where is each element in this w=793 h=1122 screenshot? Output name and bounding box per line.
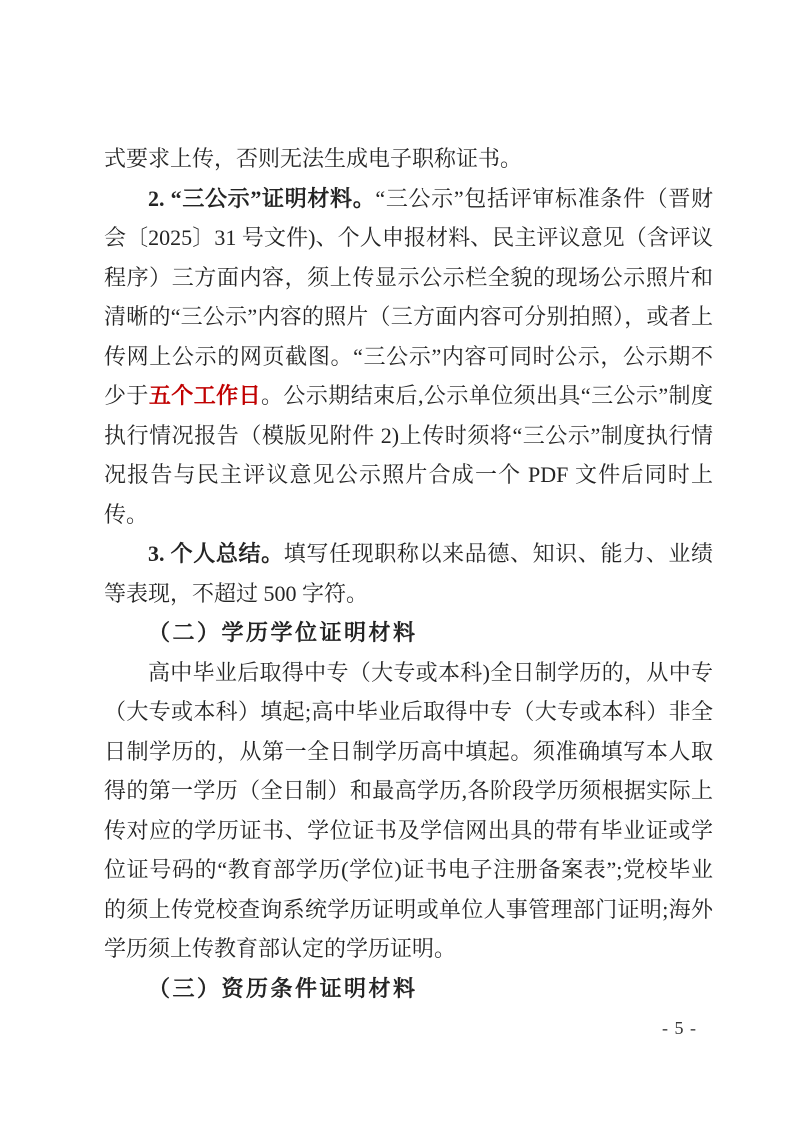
text-run: 式要求上传，否则无法生成电子职称证书。 — [104, 146, 523, 171]
text-run: “三公示”包括评审标准条件（晋财会〔2025〕31 号文件)、个人申报材料、民主评议意见（含评议程序）三方面内容，须上传显示公示栏全貌的现场公示照片和清晰的“三公示”内容的照片（三方面内容可分别拍照），或者上传网上公示的网页截图。“三公示”内容可同时公示，公示期不少于 — [104, 185, 713, 408]
text-run: 。公示期结束后,公示单位须出具“三公示”制度执行情况报告（模版见附件 2)上传时须将“三公示”制度执行情况报告与民主评议意见公示照片合成一个 PDF 文件后同时上传。 — [104, 383, 713, 527]
bold-text-run: 3. 个人总结。 — [148, 541, 284, 566]
paragraph — [104, 179, 713, 535]
paragraph — [104, 534, 713, 613]
bold-text-run: （二）学历学位证明材料 — [148, 620, 418, 645]
section-heading — [104, 969, 713, 1009]
section-heading — [104, 613, 713, 653]
paragraph — [104, 653, 713, 969]
paragraph — [104, 139, 713, 179]
page-number: - 5 - — [662, 1018, 697, 1038]
bold-text-run: 2. “三公示”证明材料。 — [148, 185, 376, 211]
text-run: 填写任现职称以来品德、知识、能力、业绩等表现，不超过 500 字符。 — [104, 541, 713, 606]
document-body — [104, 139, 713, 1008]
red-highlight-text: 五个工作日 — [148, 383, 261, 408]
text-run: 高中毕业后取得中专（大专或本科)全日制学历的，从中专（大专或本科）填起;高中毕业后取得中专（大专或本科）非全日制学历的，从第一全日制学历高中填起。须准确填写本人取得的第一学历（全日制）和最高学历,各阶段学历须根据实际上传对应的学历证书、学位证书及学信网出具的带有毕业证或学位证号码的“教育部学历(学位)证书电子注册备案表”;党校毕业的须上传党校查询系统学历证明或单位人事管理部门证明;海外学历须上传教育部认定的学历证明。 — [104, 659, 713, 961]
bold-text-run: （三）资历条件证明材料 — [148, 975, 418, 1001]
